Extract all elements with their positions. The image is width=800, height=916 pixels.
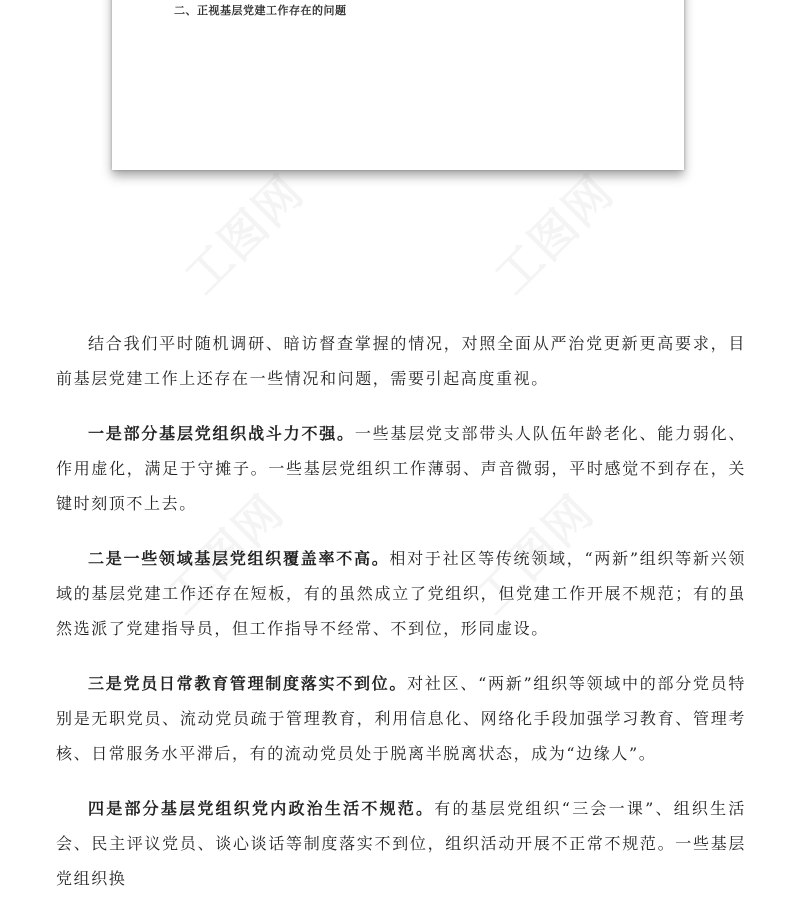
paragraph-text: 有的基层党组织“三会一课”、组织生活会、民主评议党员、谈心谈话等制度落实不到位，组织活动开展不正常不规范。一些基层党组织换 (56, 799, 746, 888)
paragraph-lead: 二是一些领域基层党组织覆盖率不高。 (88, 549, 390, 568)
paragraph-text: 结合我们平时随机调研、暗访督查掌握的情况，对照全面从严治党更新更高要求，目前基层党建工作上还存在一些情况和问题，需要引起高度重视。 (56, 334, 746, 388)
paragraph-lead: 四是部分基层党组织党内政治生活不规范。 (88, 799, 435, 818)
paragraph-text: 相对于社区等传统领域，“两新”组织等新兴领域的基层党建工作还存在短板，有的虽然成立了党组织，但党建工作开展不规范；有的虽然选派了党建指导员，但工作指导不经常、不到位，形同虚设。 (56, 549, 746, 638)
paragraph (56, 326, 746, 396)
paragraph (56, 666, 746, 771)
document-body (56, 326, 746, 916)
paragraph (56, 416, 746, 521)
paragraph-lead: 一是部分基层党组织战斗力不强。 (88, 424, 355, 443)
preview-page (112, 0, 684, 170)
preview-page-heading: 二、正视基层党建工作存在的问题 (174, 4, 347, 17)
paragraph-lead: 三是党员日常教育管理制度落实不到位。 (88, 674, 408, 693)
paragraph (56, 541, 746, 646)
paragraph-text: 对社区、“两新”组织等领域中的部分党员特别是无职党员、流动党员疏于管理教育，利用信息化、网络化手段加强学习教育、管理考核、日常服务水平滞后，有的流动党员处于脱离半脱离状态，成为“边缘人”。 (56, 674, 746, 763)
paragraph (56, 791, 746, 896)
paragraph-text: 一些基层党支部带头人队伍年龄老化、能力弱化、作用虚化，满足于守摊子。一些基层党组织工作薄弱、声音微弱，平时感觉不到存在，关键时刻顶不上去。 (56, 424, 746, 513)
